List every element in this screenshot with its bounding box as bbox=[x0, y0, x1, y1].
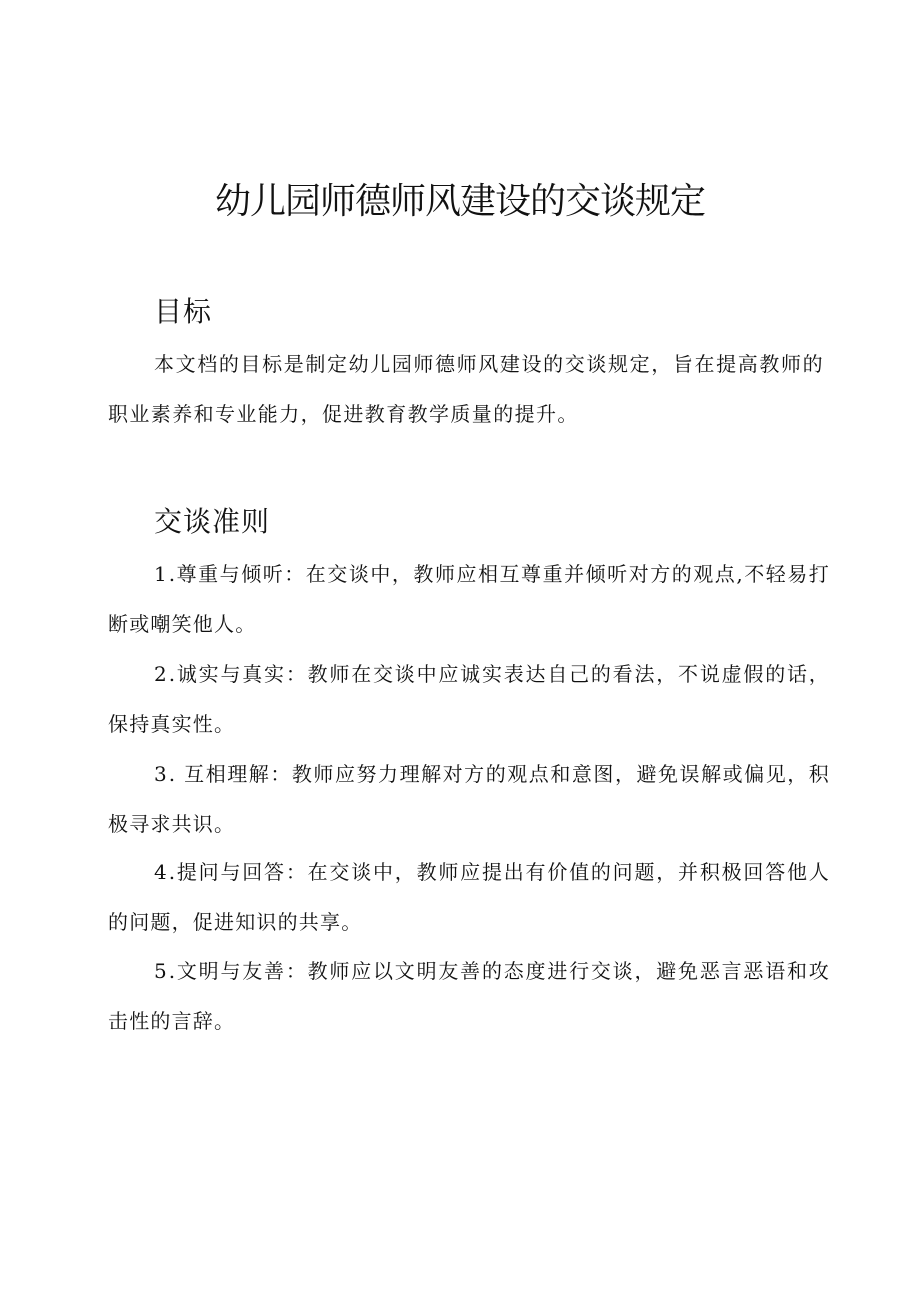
guideline-number: 2 bbox=[154, 662, 167, 686]
guideline-number: 4 bbox=[154, 860, 167, 884]
goal-paragraph: 本文档的目标是制定幼儿园师德师风建设的交谈规定，旨在提高教师的职业素养和专业能力，促进教育教学质量的提升。 bbox=[108, 352, 824, 426]
guideline-number: 1 bbox=[154, 562, 167, 586]
guideline-text: . 互相理解：教师应努力理解对方的观点和意图，避免误解或偏见，积极寻求共识。 bbox=[108, 762, 830, 836]
guideline-number: 5 bbox=[154, 959, 167, 983]
guideline-item bbox=[108, 649, 830, 749]
guideline-item bbox=[108, 946, 830, 1046]
guideline-text: .尊重与倾听：在交谈中，教师应相互尊重并倾听对方的观点,不轻易打断或嘲笑他人。 bbox=[108, 562, 830, 636]
guideline-item bbox=[108, 847, 830, 947]
guideline-text: .文明与友善：教师应以文明友善的态度进行交谈，避免恶言恶语和攻击性的言辞。 bbox=[108, 959, 830, 1033]
section-heading-guidelines: 交谈准则 bbox=[154, 505, 271, 538]
document-title: 幼儿园师德师风建设的交谈规定 bbox=[214, 181, 705, 222]
guideline-item bbox=[108, 549, 830, 649]
guideline-text: .提问与回答：在交谈中，教师应提出有价值的问题，并积极回答他人的问题，促进知识的共享。 bbox=[108, 860, 830, 934]
guideline-text: .诚实与真实：教师在交谈中应诚实表达自己的看法，不说虚假的话，保持真实性。 bbox=[108, 662, 830, 736]
guideline-number: 3 bbox=[154, 762, 167, 786]
section-heading-goal: 目标 bbox=[154, 295, 213, 328]
guideline-item bbox=[108, 749, 830, 849]
